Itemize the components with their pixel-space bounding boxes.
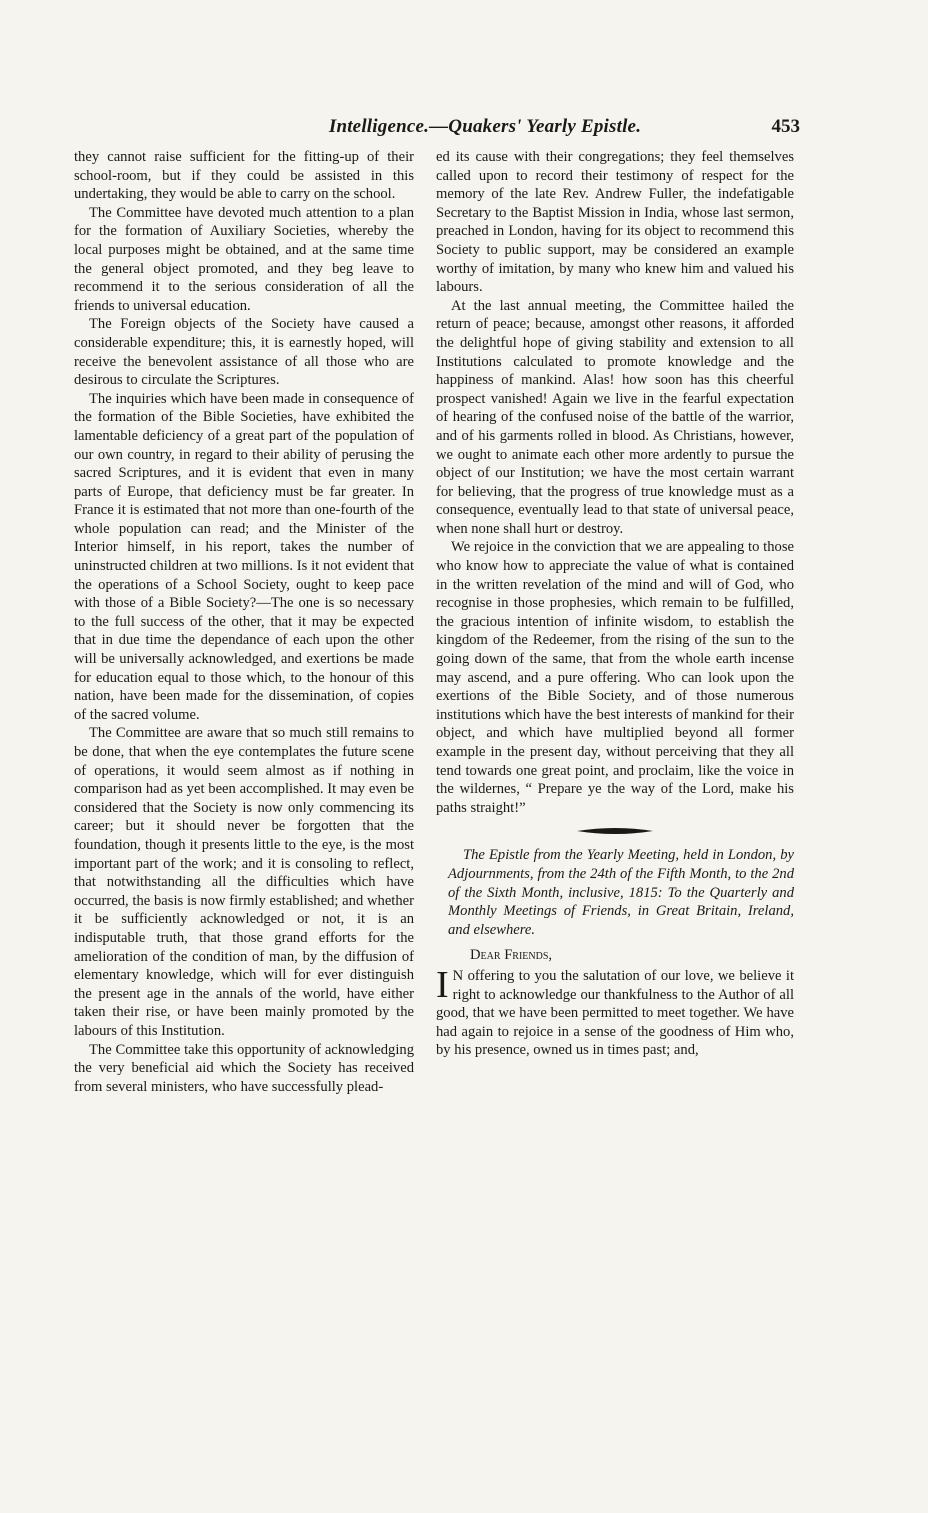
paragraph: At the last annual meeting, the Committee hailed the return of peace; because, amongst other reasons, it afforded the delightful hope of giving stability and extension to all Institutions calculated to promote knowledge and the happiness of mankind. Alas! how soon has this cheerful prospect vanished! Again we live in the fearful expectation of hearing of the confused noise of the battle of the warrior, and of his garments rolled in blood. As Christians, however, we ought to animate each other more ardently to pursue the object of our Institution; we have the most certain warrant for believing, that the progress of true knowledge must as a consequence, eventually lead to that state of universal peace, when none shall hurt or destroy. xyxy=(436,297,794,537)
section-divider-ornament xyxy=(436,826,794,836)
left-column xyxy=(74,148,414,1096)
epistle-text: N offering to you the salutation of our love, we believe it right to acknowledge our thankfulness to the Author of all good, that we have been permitted to meet together. We have had again to rejoice in a sense of the goodness of Him who, by his presence, owned us in times past; and, xyxy=(436,967,794,1059)
epistle-title: The Epistle from the Yearly Meeting, held in London, by Adjournments, from the 24th of the Fifth Month, to the 2nd of the Sixth Month, inclusive, 1815: To the Quarterly and Monthly Meetings of Friends, in Great Britain, Ireland, and elsewhere. xyxy=(448,847,794,938)
paragraph: ed its cause with their congregations; they feel themselves called upon to record their testimony of respect for the memory of the late Rev. Andrew Fuller, the indefatigable Secretary to the Baptist Mission in India, whose last sermon, preached in London, having for its object to recommend this Society to public support, may be considered an example worthy of imitation, by many who knew him and valued his labours. xyxy=(436,149,794,296)
paragraph: The Foreign objects of the Society have caused a considerable expenditure; this, it is earnestly hoped, will receive the benevolent assistance of all those who are desirous to circulate the Scriptures. xyxy=(74,316,414,389)
paragraph: The Committee take this opportunity of acknowledging the very beneficial aid which the Society has received from several ministers, who have successfully plead- xyxy=(74,1041,414,1095)
paragraph: The Committee have devoted much attention to a plan for the formation of Auxiliary Societies, whereby the local purposes might be obtained, and at the same time the general object promoted, and they beg leave to recommend it to the serious consideration of all the friends to universal education. xyxy=(74,204,414,314)
paragraph: We rejoice in the conviction that we are appealing to those who know how to appreciate the value of what is contained in the written revelation of the mind and will of God, who recognise in those prophesies, which remain to be fulfilled, the gracious intention of infinite wisdom, to establish the kingdom of the Redeemer, from the rising of the sun to the going down of the same, that from the whole earth incense may ascend, and a pure offering. Who can look upon the exertions of the Bible Society, and of those numerous institutions which have the best interests of mankind for their object, and which have multiplied beyond all former example in the present day, without perceiving that they all tend towards one great point, and proclaim, like the voice in the wildernes, “ Prepare ye the way of the Lord, make his paths straight!” xyxy=(436,539,794,816)
paragraph: they cannot raise sufficient for the fitting-up of their school-room, but if they could be assisted in this undertaking, they would be able to carry on the school. xyxy=(74,149,414,203)
paragraph: The inquiries which have been made in consequence of the formation of the Bible Societies, have exhibited the lamentable deficiency of a great part of the population of our own country, in regard to their ability of perusing the sacred Scriptures, and it is evident that even in many parts of Europe, that deficiency must be far greater. In France it is estimated that not more than one-fourth of the whole population can read; and the Minister of the Interior himself, in his report, takes the number of uninstructed children at two millions. Is it not evident that the operations of a School Society, ought to keep pace with those of a Bible Society?—The one is so necessary to the full success of the other, that it may be expected that in due time the dependance of each upon the other will be universally acknowledged, and exertions be made for education equal to those which, to the honour of this nation, have been made for the dissemination, of copies of the sacred volume. xyxy=(74,390,414,723)
page-number: 453 xyxy=(771,116,800,137)
salutation: Dear Friends, xyxy=(470,947,553,964)
drop-cap: I xyxy=(436,963,449,1006)
paragraph: The Committee are aware that so much still remains to be done, that when the eye contemplates the future scene of operations, it would seem almost as if nothing in comparison had as yet been accomplished. It may even be considered that the Society is now only commencing its career; but it should never be forgotten that the foundation, though it presents little to the eye, is the most important part of the work; and it is consoling to reflect, that notwithstanding all the difficulties which have occurred, the basis is now firmly established; and whether it be sufficiently acknowledged or not, it is an indisputable truth, that those grand efforts for the amelioration of the condition of man, by the diffusion of elementary knowledge, which will for ever distinguish the present age in the annals of the world, have either taken their rise, or have been mainly promoted by the labours of this Institution. xyxy=(74,725,414,1039)
right-column xyxy=(436,148,794,1060)
running-header xyxy=(250,116,800,140)
epistle-opening-paragraph xyxy=(436,963,794,1060)
header-title: Intelligence.—Quakers' Yearly Epistle. xyxy=(328,116,642,137)
